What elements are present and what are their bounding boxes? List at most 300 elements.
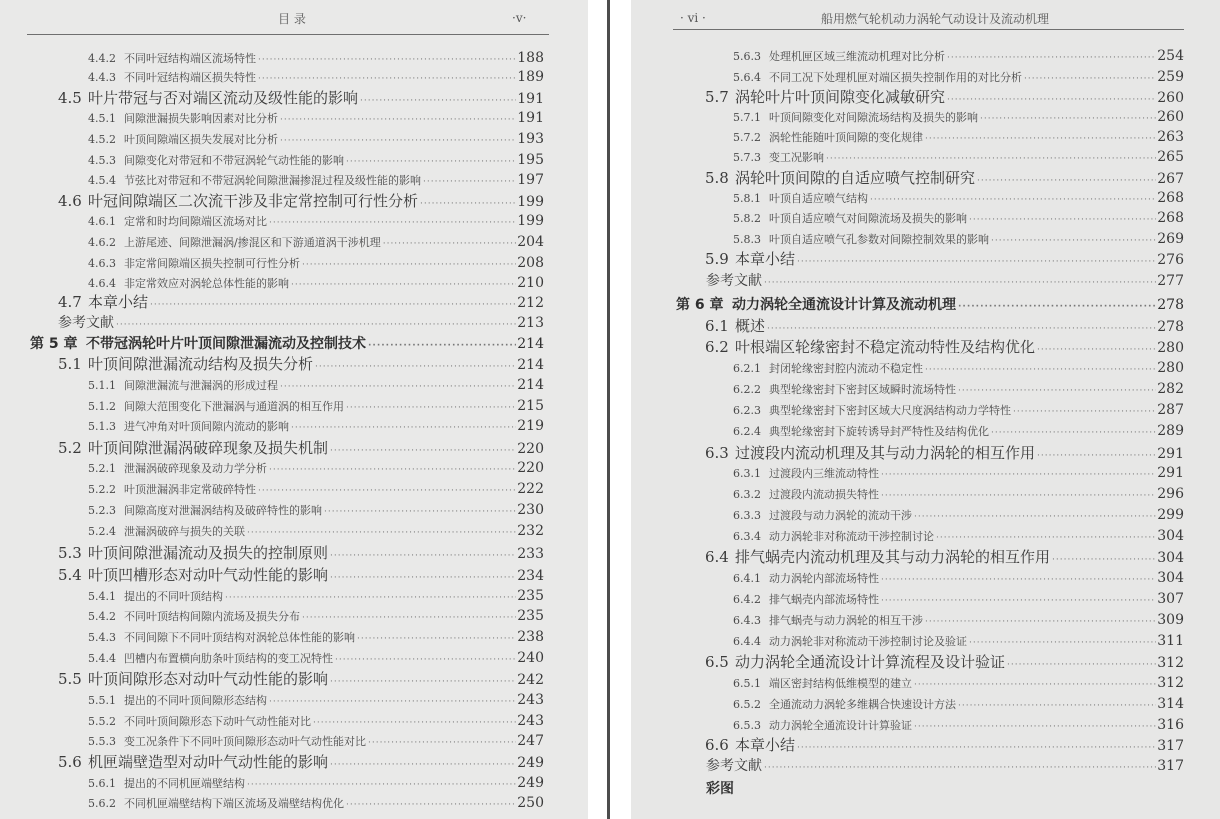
toc-entry-number: 5.9 — [705, 250, 729, 268]
toc-entry-page: 220 — [517, 441, 544, 457]
dot-leader — [269, 693, 516, 711]
toc-entry-title: 典型轮缘密封下密封区域瞬时流场特性 — [769, 383, 956, 396]
toc-entry-title: 不同叶顶间隙形态下动叶气动性能对比 — [124, 715, 311, 728]
toc-entry-number: 6.4.1 — [733, 572, 761, 585]
toc-entry[interactable] — [733, 47, 1184, 67]
right-header-title: 船用燃气轮机动力涡轮气动设计及流动机理 — [821, 12, 1050, 26]
toc-entry-title: 过渡段内流动机理及其与动力涡轮的相互作用 — [735, 444, 1036, 462]
toc-entry-number: 4.4.3 — [88, 71, 116, 84]
toc-entry[interactable] — [88, 171, 544, 191]
toc-entry-page: 278 — [1157, 297, 1184, 313]
dot-leader — [925, 361, 1156, 379]
toc-entry-title: 过渡段内流动损失特性 — [769, 488, 879, 501]
toc-entry-page: 317 — [1157, 758, 1184, 774]
dot-leader — [797, 739, 1156, 757]
toc-entry-title: 叶顶自适应喷气对间隙流场及损失的影响 — [769, 212, 967, 225]
dot-leader — [991, 424, 1156, 442]
toc-entry[interactable] — [88, 68, 544, 88]
left-header-page-number: ·v· — [512, 11, 527, 25]
toc-entry[interactable] — [88, 480, 544, 500]
toc-entry-number: 5.4.1 — [88, 590, 116, 603]
toc-entry-page: 278 — [1157, 319, 1184, 335]
toc-entry-title: 不同叶冠结构端区流场特性 — [124, 52, 256, 65]
toc-entry[interactable] — [733, 230, 1184, 250]
toc-entry-page: 311 — [1157, 633, 1184, 649]
toc-entry-page: 219 — [517, 418, 544, 434]
toc-entry[interactable] — [733, 359, 1184, 379]
toc-entry-number: 5.2.3 — [88, 504, 116, 517]
toc-entry-page: 268 — [1157, 210, 1184, 226]
toc-entry-page: 249 — [517, 755, 544, 771]
dot-leader — [335, 651, 516, 669]
dot-leader — [958, 697, 1156, 715]
left-header-title: 目 录 — [278, 12, 306, 26]
dot-leader — [368, 734, 516, 752]
toc-entry[interactable] — [733, 108, 1184, 128]
dot-leader — [947, 91, 1156, 109]
toc-entry[interactable] — [88, 417, 544, 437]
toc-entry[interactable] — [705, 736, 1184, 757]
toc-entry-number: 4.6 — [58, 192, 82, 210]
toc-entry-number: 4.6.3 — [88, 257, 116, 270]
toc-entry[interactable] — [58, 544, 544, 565]
toc-entry-number: 5.5.1 — [88, 694, 116, 707]
dot-leader — [360, 92, 516, 110]
toc-entry-number: 4.5 — [58, 89, 82, 107]
dot-leader — [291, 276, 516, 294]
toc-entry-number: 5.4.2 — [88, 610, 116, 623]
toc-entry-page: 312 — [1157, 655, 1184, 671]
dot-leader — [315, 358, 516, 376]
dot-leader — [330, 756, 516, 774]
toc-entry-title: 不带冠涡轮叶片叶顶间隙泄漏流动及控制技术 — [86, 336, 366, 352]
dot-leader — [764, 274, 1156, 292]
toc-entry-title: 提出的不同叶顶结构 — [124, 590, 223, 603]
toc-entry[interactable] — [733, 189, 1184, 209]
toc-entry-title: 过渡段与动力涡轮的流动干涉 — [769, 509, 912, 522]
dot-leader — [330, 547, 516, 565]
dot-leader — [881, 466, 1156, 484]
toc-entry[interactable] — [733, 485, 1184, 505]
toc-entry-page: 189 — [517, 69, 544, 85]
dot-leader — [1013, 403, 1156, 421]
dot-leader — [330, 442, 516, 460]
toc-entry-title: 过渡段内三维流动特性 — [769, 467, 879, 480]
toc-entry[interactable] — [58, 293, 544, 314]
toc-entry[interactable] — [88, 732, 544, 752]
toc-entry[interactable] — [88, 109, 544, 129]
toc-entry-page: 276 — [1157, 252, 1184, 268]
toc-entry-title: 间隙泄漏损失影响因素对比分析 — [124, 112, 278, 125]
toc-entry-page: 195 — [517, 152, 544, 168]
toc-entry[interactable] — [706, 780, 1184, 798]
dot-leader — [346, 399, 516, 417]
dot-leader — [914, 508, 1156, 526]
toc-entry-title: 涡轮叶片叶顶间隙变化减敏研究 — [735, 88, 946, 106]
toc-entry-number: 5.1.2 — [88, 400, 116, 413]
toc-entry-title: 叶顶自适应喷气孔参数对间隙控制效果的影响 — [769, 233, 989, 246]
toc-entry-number: 5.5.2 — [88, 715, 116, 728]
toc-entry[interactable] — [58, 753, 544, 774]
toc-entry-title: 不同叶冠结构端区损失特性 — [124, 71, 256, 84]
book-spine-divider — [607, 0, 610, 819]
toc-entry-title: 涡轮性能随叶顶间隙的变化规律 — [769, 131, 923, 144]
toc-entry-page: 314 — [1157, 696, 1184, 712]
toc-entry[interactable] — [58, 566, 544, 587]
dot-leader — [330, 673, 516, 691]
toc-entry-title: 排气蜗壳内流动机理及其与动力涡轮的相互作用 — [735, 548, 1051, 566]
toc-entry[interactable] — [733, 68, 1184, 88]
toc-entry-page: 220 — [517, 460, 544, 476]
toc-entry-number: 5.7.3 — [733, 151, 761, 164]
toc-entry-page: 260 — [1157, 90, 1184, 106]
toc-entry-title: 不同间隙下不同叶顶结构对涡轮总体性能的影响 — [124, 631, 355, 644]
toc-entry-number: 5.7.2 — [733, 131, 761, 144]
toc-entry[interactable] — [88, 794, 544, 814]
toc-entry[interactable] — [733, 716, 1184, 736]
toc-entry-page: 197 — [517, 172, 544, 188]
toc-entry-page: 191 — [517, 91, 544, 107]
toc-entry[interactable] — [88, 649, 544, 669]
toc-entry-number: 6.6 — [705, 736, 729, 754]
dot-leader — [1024, 70, 1156, 88]
toc-entry[interactable] — [733, 632, 1184, 652]
toc-entry-number: 4.6.2 — [88, 236, 116, 249]
dot-leader — [914, 718, 1156, 736]
toc-entry-page: 268 — [1157, 190, 1184, 206]
toc-entry-title: 全通流动力涡轮多维耦合快速设计方法 — [769, 698, 956, 711]
toc-entry[interactable] — [88, 712, 544, 732]
toc-entry[interactable] — [705, 169, 1184, 190]
dot-leader — [258, 51, 516, 69]
toc-entry[interactable] — [88, 607, 544, 627]
toc-entry-number: 4.6.4 — [88, 277, 116, 290]
left-page — [0, 0, 588, 819]
toc-entry-title: 叶顶间隙泄漏流动及损失的控制原则 — [88, 544, 329, 562]
toc-entry-number: 6.4.4 — [733, 635, 761, 648]
toc-entry-page: 235 — [517, 588, 544, 604]
toc-entry[interactable] — [58, 355, 544, 376]
dot-leader — [150, 296, 516, 314]
toc-entry-number: 第 5 章 — [30, 336, 78, 352]
toc-entry-page: 280 — [1157, 360, 1184, 376]
toc-entry-page: 204 — [517, 234, 544, 250]
dot-leader — [1037, 341, 1156, 359]
dot-leader — [797, 253, 1156, 271]
toc-entry-page: 213 — [517, 315, 544, 331]
toc-entry-title: 节弦比对带冠和不带冠涡轮间隙泄漏掺混过程及级性能的影响 — [124, 174, 421, 187]
toc-entry-page: 304 — [1157, 570, 1184, 586]
toc-entry-title: 动力涡轮非对称流动干涉控制讨论 — [769, 530, 934, 543]
toc-entry-number: 6.3.4 — [733, 530, 761, 543]
toc-entry-page: 304 — [1157, 550, 1184, 566]
dot-leader — [280, 132, 516, 150]
toc-entry-title: 定常和时均间隙端区流场对比 — [124, 215, 267, 228]
toc-entry-number: 5.6.3 — [733, 50, 761, 63]
toc-entry[interactable] — [88, 522, 544, 542]
toc-entry-title: 叶顶泄漏涡非定常破碎特性 — [124, 483, 256, 496]
toc-entry-page: 263 — [1157, 129, 1184, 145]
toc-entry[interactable] — [733, 590, 1184, 610]
toc-entry-number: 6.4 — [705, 548, 729, 566]
toc-entry-title: 处理机匣区域三维流动机理对比分析 — [769, 50, 945, 63]
toc-entry-page: 317 — [1157, 738, 1184, 754]
toc-entry-page: 212 — [517, 295, 544, 311]
toc-entry-title: 叶顶间隙变化对间隙流场结构及损失的影响 — [769, 111, 978, 124]
toc-entry-page: 214 — [517, 336, 544, 352]
toc-entry-page: 282 — [1157, 381, 1184, 397]
toc-entry-number: 5.8 — [705, 169, 729, 187]
toc-entry-title: 动力涡轮全通流设计计算流程及设计验证 — [735, 653, 1006, 671]
toc-entry[interactable] — [733, 674, 1184, 694]
dot-leader — [969, 634, 1156, 652]
toc-entry-number: 6.2.4 — [733, 425, 761, 438]
toc-entry-number: 5.2.1 — [88, 462, 116, 475]
right-page — [631, 0, 1220, 819]
toc-entry[interactable] — [88, 274, 544, 294]
dot-leader — [280, 378, 516, 396]
toc-entry-number: 6.2.1 — [733, 362, 761, 375]
left-header-rule — [27, 34, 549, 35]
toc-entry[interactable] — [30, 335, 544, 355]
toc-entry[interactable] — [88, 130, 544, 150]
dot-leader — [330, 569, 516, 587]
toc-entry-title: 叶顶间隙泄漏流动结构及损失分析 — [88, 355, 314, 373]
toc-entry-number: 5.7.1 — [733, 111, 761, 124]
toc-entry-title: 不同机匣端壁结构下端区流场及端壁结构优化 — [124, 797, 344, 810]
toc-entry-number: 5.4 — [58, 566, 82, 584]
dot-leader — [1052, 551, 1156, 569]
dot-leader — [420, 195, 516, 213]
toc-entry[interactable] — [733, 464, 1184, 484]
toc-entry-number: 5.2.2 — [88, 483, 116, 496]
toc-entry-number: 5.1.1 — [88, 379, 116, 392]
dot-leader — [247, 776, 516, 794]
toc-entry-page: 242 — [517, 672, 544, 688]
dot-leader — [269, 214, 516, 232]
toc-entry[interactable] — [88, 691, 544, 711]
toc-entry[interactable] — [733, 422, 1184, 442]
dot-leader — [368, 337, 516, 355]
dot-leader — [936, 529, 1156, 547]
toc-entry-title: 泄漏涡破碎现象及动力学分析 — [124, 462, 267, 475]
toc-entry[interactable] — [58, 314, 544, 334]
toc-entry[interactable] — [58, 192, 544, 213]
toc-entry-number: 4.5.1 — [88, 112, 116, 125]
toc-entry-title: 参考文献 — [706, 273, 762, 289]
toc-entry-number: 6.2 — [705, 338, 729, 356]
toc-entry-title: 本章小结 — [88, 293, 149, 311]
toc-entry-title: 彩图 — [706, 781, 734, 797]
dot-leader — [1037, 447, 1156, 465]
toc-entry-page: 235 — [517, 608, 544, 624]
toc-entry[interactable] — [733, 611, 1184, 631]
toc-entry[interactable] — [88, 628, 544, 648]
toc-entry-number: 4.6.1 — [88, 215, 116, 228]
toc-entry-title: 凹槽内布置横向肋条叶顶结构的变工况特性 — [124, 652, 333, 665]
toc-entry-title: 叶片带冠与否对端区流动及级性能的影响 — [88, 89, 359, 107]
dot-leader — [280, 111, 516, 129]
toc-entry-title: 本章小结 — [735, 250, 796, 268]
toc-entry[interactable] — [88, 254, 544, 274]
toc-entry-number: 4.5.4 — [88, 174, 116, 187]
toc-entry[interactable] — [88, 151, 544, 171]
dot-leader — [870, 191, 1156, 209]
toc-entry-number: 第 6 章 — [676, 297, 724, 313]
toc-entry[interactable] — [705, 88, 1184, 109]
toc-entry[interactable] — [706, 757, 1184, 777]
toc-entry-page: 291 — [1157, 465, 1184, 481]
toc-entry[interactable] — [705, 250, 1184, 271]
toc-entry-page: 191 — [517, 110, 544, 126]
toc-entry-page: 259 — [1157, 69, 1184, 85]
toc-entry-number: 4.5.3 — [88, 154, 116, 167]
toc-entry-number: 6.4.3 — [733, 614, 761, 627]
toc-entry[interactable] — [733, 128, 1184, 148]
toc-entry[interactable] — [705, 317, 1184, 338]
toc-entry-page: 304 — [1157, 528, 1184, 544]
toc-entry-page: 299 — [1157, 507, 1184, 523]
dot-leader — [969, 211, 1156, 229]
toc-entry[interactable] — [88, 459, 544, 479]
toc-entry-title: 动力涡轮全通流设计计算验证 — [769, 719, 912, 732]
toc-entry-page: 296 — [1157, 486, 1184, 502]
toc-entry[interactable] — [88, 376, 544, 396]
toc-entry-number: 5.7 — [705, 88, 729, 106]
toc-entry-number: 4.7 — [58, 293, 82, 311]
toc-entry-title: 参考文献 — [58, 315, 114, 331]
toc-entry-title: 端区密封结构低维模型的建立 — [769, 677, 912, 690]
toc-entry-title: 叶顶间隙泄漏涡破碎现象及损失机制 — [88, 439, 329, 457]
toc-entry[interactable] — [88, 397, 544, 417]
toc-entry-number: 5.8.2 — [733, 212, 761, 225]
toc-entry[interactable] — [733, 148, 1184, 168]
toc-entry[interactable] — [58, 89, 544, 110]
toc-entry-number: 5.6 — [58, 753, 82, 771]
toc-entry-title: 变工况条件下不同叶顶间隙形态动叶气动性能对比 — [124, 735, 366, 748]
toc-entry-page: 233 — [517, 546, 544, 562]
dot-leader — [383, 235, 517, 253]
toc-entry-title: 上游尾迹、间隙泄漏涡/掺混区和下游通道涡干涉机理 — [124, 236, 381, 249]
toc-entry-number: 6.1 — [705, 317, 729, 335]
toc-entry-number: 5.5 — [58, 670, 82, 688]
toc-entry-number: 6.3.1 — [733, 467, 761, 480]
toc-entry-number: 5.4.3 — [88, 631, 116, 644]
toc-entry-number: 5.4.4 — [88, 652, 116, 665]
toc-entry-title: 概述 — [735, 317, 766, 335]
dot-leader — [881, 571, 1156, 589]
toc-entry-page: 193 — [517, 131, 544, 147]
toc-entry[interactable] — [733, 695, 1184, 715]
toc-entry[interactable] — [733, 209, 1184, 229]
toc-entry[interactable] — [733, 569, 1184, 589]
toc-entry-title: 间隙变化对带冠和不带冠涡轮气动性能的影响 — [124, 154, 344, 167]
toc-entry[interactable] — [88, 49, 544, 69]
toc-entry[interactable] — [705, 338, 1184, 359]
toc-entry-page: 269 — [1157, 231, 1184, 247]
toc-entry-title: 封闭轮缘密封腔内流动不稳定性 — [769, 362, 923, 375]
toc-entry[interactable] — [706, 272, 1184, 292]
toc-entry-title: 叶顶间隙端区损失发展对比分析 — [124, 133, 278, 146]
toc-entry-page: 287 — [1157, 402, 1184, 418]
toc-entry-number: 5.6.2 — [88, 797, 116, 810]
toc-entry-number: 6.3.2 — [733, 488, 761, 501]
toc-entry-title: 间隙泄漏流与泄漏涡的形成过程 — [124, 379, 278, 392]
dot-leader — [977, 172, 1156, 190]
toc-entry[interactable] — [705, 653, 1184, 674]
toc-entry[interactable] — [733, 527, 1184, 547]
toc-entry-title: 变工况影响 — [769, 151, 824, 164]
toc-entry-title: 叶顶凹槽形态对动叶气动性能的影响 — [88, 566, 329, 584]
right-header-rule — [673, 29, 1184, 30]
toc-entry-page: 208 — [517, 255, 544, 271]
toc-entry-number: 5.2.4 — [88, 525, 116, 538]
dot-leader — [313, 714, 516, 732]
dot-leader — [247, 524, 516, 542]
dot-leader — [291, 419, 516, 437]
toc-entry-page: 260 — [1157, 109, 1184, 125]
toc-entry[interactable] — [58, 439, 544, 460]
dot-leader — [258, 482, 516, 500]
toc-entry-number: 5.8.1 — [733, 192, 761, 205]
toc-entry-title: 排气蜗壳与动力涡轮的相互干涉 — [769, 614, 923, 627]
toc-entry-page: 316 — [1157, 717, 1184, 733]
dot-leader — [357, 630, 516, 648]
toc-entry-page: 243 — [517, 692, 544, 708]
toc-entry[interactable] — [733, 506, 1184, 526]
toc-entry-title: 间隙大范围变化下泄漏涡与通道涡的相互作用 — [124, 400, 344, 413]
toc-entry-title: 动力涡轮非对称流动干涉控制讨论及验证 — [769, 635, 967, 648]
toc-entry-title: 非定常间隙端区损失控制可行性分析 — [124, 257, 300, 270]
toc-entry[interactable] — [88, 587, 544, 607]
dot-leader — [991, 232, 1156, 250]
toc-entry[interactable] — [733, 380, 1184, 400]
toc-entry-number: 6.2.3 — [733, 404, 761, 417]
dot-leader — [914, 676, 1156, 694]
toc-entry-page: 277 — [1157, 273, 1184, 289]
toc-entry-title: 叶顶间隙形态对动叶气动性能的影响 — [88, 670, 329, 688]
toc-entry[interactable] — [88, 212, 544, 232]
toc-entry[interactable] — [88, 233, 544, 253]
toc-entry[interactable] — [705, 548, 1184, 569]
toc-entry-title: 参考文献 — [706, 758, 762, 774]
toc-entry-page: 265 — [1157, 149, 1184, 165]
toc-entry[interactable] — [88, 774, 544, 794]
toc-entry[interactable] — [733, 401, 1184, 421]
toc-entry-title: 叶根端区轮缘密封不稳定流动特性及结构优化 — [735, 338, 1036, 356]
toc-entry-number: 6.5.1 — [733, 677, 761, 690]
toc-entry-page: 307 — [1157, 591, 1184, 607]
toc-entry-number: 4.5.2 — [88, 133, 116, 146]
toc-entry-title: 间隙高度对泄漏涡结构及破碎特性的影响 — [124, 504, 322, 517]
toc-entry[interactable] — [676, 296, 1184, 316]
toc-entry-title: 提出的不同机匣端壁结构 — [124, 777, 245, 790]
dot-leader — [767, 320, 1156, 338]
toc-entry[interactable] — [705, 444, 1184, 465]
toc-entry-number: 5.2 — [58, 439, 82, 457]
dot-leader — [302, 609, 516, 627]
dot-leader — [423, 173, 516, 191]
toc-entry-number: 5.1.3 — [88, 420, 116, 433]
toc-entry-title: 本章小结 — [735, 736, 796, 754]
toc-entry-page: 247 — [517, 733, 544, 749]
toc-entry-title: 动力涡轮内部流场特性 — [769, 572, 879, 585]
toc-entry-page: 291 — [1157, 446, 1184, 462]
toc-entry[interactable] — [58, 670, 544, 691]
toc-entry[interactable] — [88, 501, 544, 521]
toc-entry-number: 6.3.3 — [733, 509, 761, 522]
toc-entry-page: 230 — [517, 502, 544, 518]
